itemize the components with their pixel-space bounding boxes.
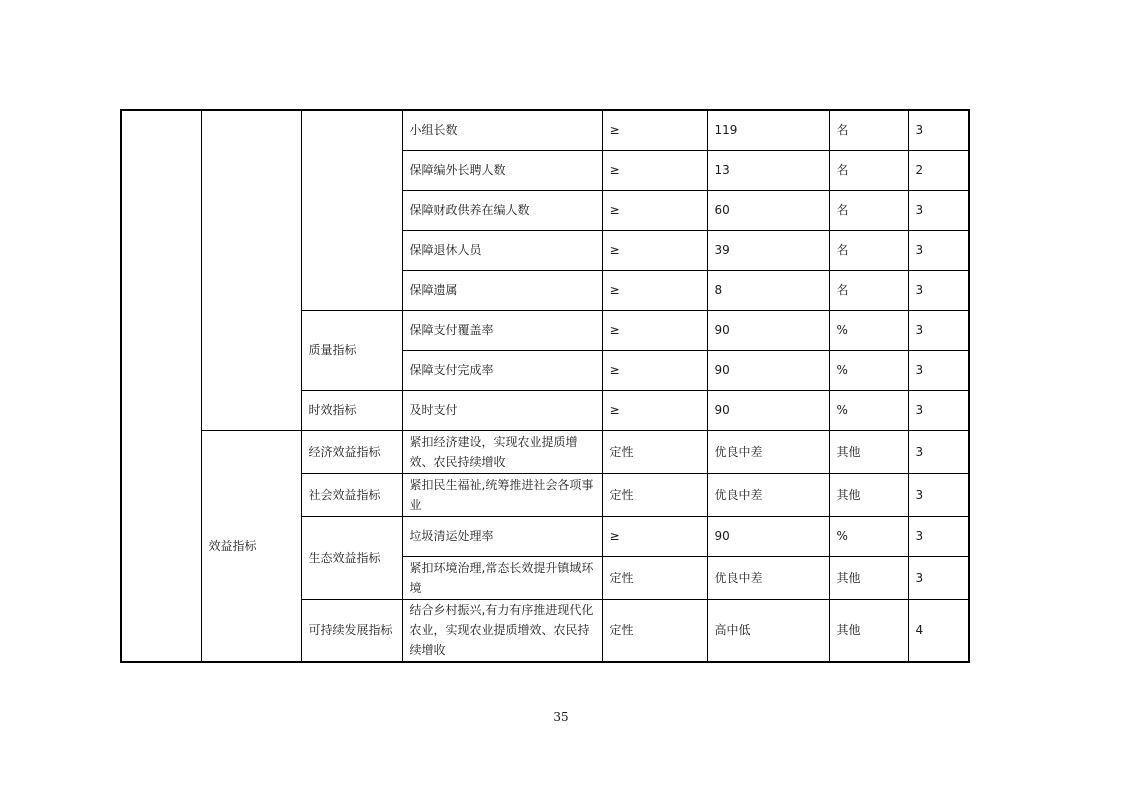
indicator-cell: 保障支付覆盖率	[402, 310, 602, 350]
score-cell: 3	[908, 516, 969, 556]
score-cell: 3	[908, 556, 969, 599]
indicator-cell: 结合乡村振兴,有力有序推进现代化农业，实现农业提质增效、农民持续增收	[402, 599, 602, 662]
operator-cell: ≥	[602, 150, 707, 190]
operator-cell: 定性	[602, 599, 707, 662]
operator-cell: ≥	[602, 270, 707, 310]
category-cell: 时效指标	[301, 390, 402, 430]
category-cell: 质量指标	[301, 310, 402, 390]
operator-cell: ≥	[602, 230, 707, 270]
indicator-cell: 紧扣民生福祉,统筹推进社会各项事业	[402, 473, 602, 516]
score-cell: 3	[908, 350, 969, 390]
target-value-cell: 39	[707, 230, 829, 270]
operator-cell: 定性	[602, 473, 707, 516]
operator-cell: ≥	[602, 310, 707, 350]
target-value-cell: 优良中差	[707, 473, 829, 516]
level1-cell	[121, 110, 201, 662]
target-value-cell: 90	[707, 516, 829, 556]
indicator-cell: 保障编外长聘人数	[402, 150, 602, 190]
target-value-cell: 优良中差	[707, 556, 829, 599]
target-value-cell: 90	[707, 350, 829, 390]
indicator-cell: 紧扣经济建设，实现农业提质增效、农民持续增收	[402, 430, 602, 473]
operator-cell: 定性	[602, 556, 707, 599]
score-cell: 3	[908, 270, 969, 310]
operator-cell: ≥	[602, 390, 707, 430]
indicator-cell: 保障遗属	[402, 270, 602, 310]
score-cell: 3	[908, 473, 969, 516]
score-cell: 3	[908, 390, 969, 430]
target-value-cell: 优良中差	[707, 430, 829, 473]
target-value-cell: 90	[707, 390, 829, 430]
target-value-cell: 119	[707, 110, 829, 150]
score-cell: 2	[908, 150, 969, 190]
score-cell: 3	[908, 430, 969, 473]
unit-cell: 名	[829, 270, 908, 310]
score-cell: 3	[908, 110, 969, 150]
target-value-cell: 8	[707, 270, 829, 310]
table-row	[121, 110, 969, 150]
unit-cell: 名	[829, 150, 908, 190]
unit-cell: 其他	[829, 556, 908, 599]
category-cell: 可持续发展指标	[301, 599, 402, 662]
operator-cell: 定性	[602, 430, 707, 473]
score-cell: 3	[908, 190, 969, 230]
unit-cell: %	[829, 310, 908, 350]
score-cell: 3	[908, 230, 969, 270]
target-value-cell: 90	[707, 310, 829, 350]
indicator-table	[120, 109, 970, 663]
unit-cell: %	[829, 516, 908, 556]
score-cell: 4	[908, 599, 969, 662]
category-cell: 经济效益指标	[301, 430, 402, 473]
operator-cell: ≥	[602, 516, 707, 556]
indicator-cell: 保障财政供养在编人数	[402, 190, 602, 230]
target-value-cell: 高中低	[707, 599, 829, 662]
target-value-cell: 13	[707, 150, 829, 190]
indicator-cell: 小组长数	[402, 110, 602, 150]
level2-cell-benefit: 效益指标	[201, 430, 301, 662]
indicator-cell: 垃圾清运处理率	[402, 516, 602, 556]
unit-cell: %	[829, 350, 908, 390]
operator-cell: ≥	[602, 350, 707, 390]
indicator-cell: 保障退休人员	[402, 230, 602, 270]
indicator-cell: 紧扣环境治理,常态长效提升镇域环境	[402, 556, 602, 599]
table-row	[121, 430, 969, 473]
operator-cell: ≥	[602, 110, 707, 150]
score-cell: 3	[908, 310, 969, 350]
indicator-cell: 保障支付完成率	[402, 350, 602, 390]
category-cell	[301, 110, 402, 310]
unit-cell: 名	[829, 230, 908, 270]
unit-cell: 其他	[829, 599, 908, 662]
unit-cell: 名	[829, 110, 908, 150]
indicator-cell: 及时支付	[402, 390, 602, 430]
target-value-cell: 60	[707, 190, 829, 230]
unit-cell: 名	[829, 190, 908, 230]
operator-cell: ≥	[602, 190, 707, 230]
unit-cell: %	[829, 390, 908, 430]
category-cell: 社会效益指标	[301, 473, 402, 516]
unit-cell: 其他	[829, 430, 908, 473]
unit-cell: 其他	[829, 473, 908, 516]
category-cell: 生态效益指标	[301, 516, 402, 599]
page-number: 35	[553, 710, 569, 724]
level2-cell	[201, 110, 301, 430]
